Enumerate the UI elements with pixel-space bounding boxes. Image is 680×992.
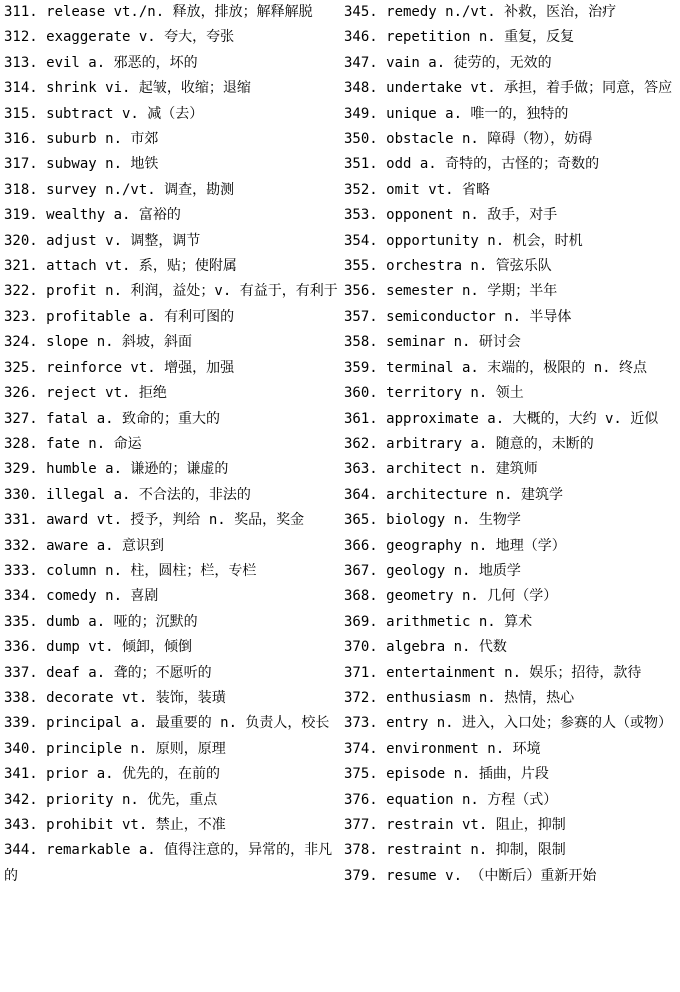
vocab-entry-320: 320. adjust v. 调整，调节 bbox=[4, 232, 201, 249]
vocab-entry-336: 336. dump vt. 倾卸，倾倒 bbox=[4, 639, 193, 656]
vocab-entry-335: 335. dumb a. 哑的；沉默的 bbox=[4, 613, 198, 630]
vocab-entry-371: 371. entertainment n. 娱乐；招待，款待 bbox=[344, 664, 642, 681]
vocab-entry-364: 364. architecture n. 建筑学 bbox=[344, 486, 564, 503]
vocab-entry-350: 350. obstacle n. 障碍（物），妨碍 bbox=[344, 131, 593, 148]
vocab-entry-313: 313. evil a. 邪恶的，坏的 bbox=[4, 54, 198, 71]
vocab-entry-369: 369. arithmetic n. 算术 bbox=[344, 613, 533, 630]
vocab-entry-318: 318. survey n./vt. 调查，勘测 bbox=[4, 181, 235, 198]
vocab-entry-357: 357. semiconductor n. 半导体 bbox=[344, 308, 572, 325]
vocab-entry-316: 316. suburb n. 市郊 bbox=[4, 131, 159, 148]
vocab-entry-374: 374. environment n. 环境 bbox=[344, 740, 541, 757]
vocab-entry-375: 375. episode n. 插曲，片段 bbox=[344, 766, 549, 783]
vocab-entry-327: 327. fatal a. 致命的；重大的 bbox=[4, 410, 221, 427]
vocab-entry-323: 323. profitable a. 有利可图的 bbox=[4, 308, 235, 325]
vocab-entry-317: 317. subway n. 地铁 bbox=[4, 156, 159, 173]
vocab-entry-362: 362. arbitrary a. 随意的，未断的 bbox=[344, 435, 594, 452]
vocab-entry-347: 347. vain a. 徒劳的，无效的 bbox=[344, 54, 552, 71]
vocab-entry-361: 361. approximate a. 大概的，大约 v. 近似 bbox=[344, 410, 659, 427]
vocab-entry-354: 354. opportunity n. 机会，时机 bbox=[344, 232, 583, 249]
vocab-entry-329: 329. humble a. 谦逊的；谦虚的 bbox=[4, 461, 229, 478]
vocab-entry-333: 333. column n. 柱，圆柱；栏，专栏 bbox=[4, 562, 257, 579]
vocab-entry-343: 343. prohibit vt. 禁止，不准 bbox=[4, 817, 226, 833]
vocab-entry-314: 314. shrink vi. 起皱，收缩；退缩 bbox=[4, 80, 251, 97]
vocab-entry-370: 370. algebra n. 代数 bbox=[344, 639, 507, 656]
vocab-entry-351: 351. odd a. 奇特的，古怪的；奇数的 bbox=[344, 156, 600, 173]
vocab-entry-366: 366. geography n. 地理（学） bbox=[344, 537, 566, 554]
left-column bbox=[4, 0, 340, 889]
vocab-entry-378: 378. restraint n. 抑制，限制 bbox=[344, 842, 566, 859]
vocab-entry-359: 359. terminal a. 末端的，极限的 n. 终点 bbox=[344, 359, 648, 376]
vocab-entry-341: 341. prior a. 优先的，在前的 bbox=[4, 766, 221, 783]
vocab-entry-349: 349. unique a. 唯一的，独特的 bbox=[344, 105, 569, 122]
vocab-entry-311: 311. release vt./n. 释放，排放；解释解脱 bbox=[4, 4, 313, 20]
vocab-entry-377: 377. restrain vt. 阻止，抑制 bbox=[344, 817, 566, 833]
right-column bbox=[344, 0, 680, 889]
vocab-entry-321: 321. attach vt. 系，贴；使附属 bbox=[4, 258, 237, 275]
vocab-entry-344: 344. remarkable a. 值得注意的，异常的，非凡的 bbox=[4, 842, 333, 884]
vocab-entry-340: 340. principle n. 原则，原理 bbox=[4, 740, 226, 757]
vocab-entry-312: 312. exaggerate v. 夸大，夸张 bbox=[4, 29, 235, 46]
vocab-entry-346: 346. repetition n. 重复，反复 bbox=[344, 29, 575, 46]
vocab-entry-356: 356. semester n. 学期；半年 bbox=[344, 283, 558, 300]
vocab-entry-319: 319. wealthy a. 富裕的 bbox=[4, 207, 181, 224]
vocab-entry-367: 367. geology n. 地质学 bbox=[344, 562, 521, 579]
vocab-entry-352: 352. omit vt. 省略 bbox=[344, 181, 491, 198]
vocab-entry-365: 365. biology n. 生物学 bbox=[344, 512, 521, 529]
vocab-entry-326: 326. reject vt. 拒绝 bbox=[4, 385, 167, 402]
vocab-entry-338: 338. decorate vt. 装饰，装璜 bbox=[4, 689, 226, 706]
vocab-entry-342: 342. priority n. 优先，重点 bbox=[4, 791, 218, 808]
vocab-entry-328: 328. fate n. 命运 bbox=[4, 435, 142, 452]
vocab-entry-372: 372. enthusiasm n. 热情，热心 bbox=[344, 689, 575, 706]
vocab-entry-337: 337. deaf a. 聋的；不愿听的 bbox=[4, 664, 212, 681]
vocab-entry-376: 376. equation n. 方程（式） bbox=[344, 791, 558, 808]
vocab-entry-379: 379. resume v. （中断后）重新开始 bbox=[344, 867, 597, 884]
vocab-entry-368: 368. geometry n. 几何（学） bbox=[344, 588, 558, 605]
vocab-entry-353: 353. opponent n. 敌手，对手 bbox=[344, 207, 558, 224]
vocab-entry-360: 360. territory n. 领土 bbox=[344, 385, 524, 402]
vocab-entry-334: 334. comedy n. 喜剧 bbox=[4, 588, 159, 605]
vocab-entry-339: 339. principal a. 最重要的 n. 负责人，校长 bbox=[4, 715, 330, 732]
vocab-entry-322: 322. profit n. 利润，益处；v. 有益于，有利于 bbox=[4, 283, 338, 300]
vocab-entry-324: 324. slope n. 斜坡，斜面 bbox=[4, 334, 193, 351]
vocab-entry-315: 315. subtract v. 减（去） bbox=[4, 105, 204, 122]
vocab-entry-348: 348. undertake vt. 承担，着手做；同意，答应 bbox=[344, 80, 673, 97]
vocab-entry-355: 355. orchestra n. 管弦乐队 bbox=[344, 258, 552, 275]
vocab-entry-345: 345. remedy n./vt. 补救，医治，治疗 bbox=[344, 4, 617, 20]
vocab-entry-332: 332. aware a. 意识到 bbox=[4, 537, 165, 554]
vocab-entry-330: 330. illegal a. 不合法的，非法的 bbox=[4, 486, 251, 503]
vocab-entry-358: 358. seminar n. 研讨会 bbox=[344, 334, 521, 351]
vocab-entry-363: 363. architect n. 建筑师 bbox=[344, 461, 538, 478]
vocab-entry-373: 373. entry n. 进入，入口处；参赛的人（或物） bbox=[344, 715, 673, 732]
vocab-entry-331: 331. award vt. 授予，判给 n. 奖品，奖金 bbox=[4, 512, 305, 529]
vocab-entry-325: 325. reinforce vt. 增强，加强 bbox=[4, 359, 235, 376]
